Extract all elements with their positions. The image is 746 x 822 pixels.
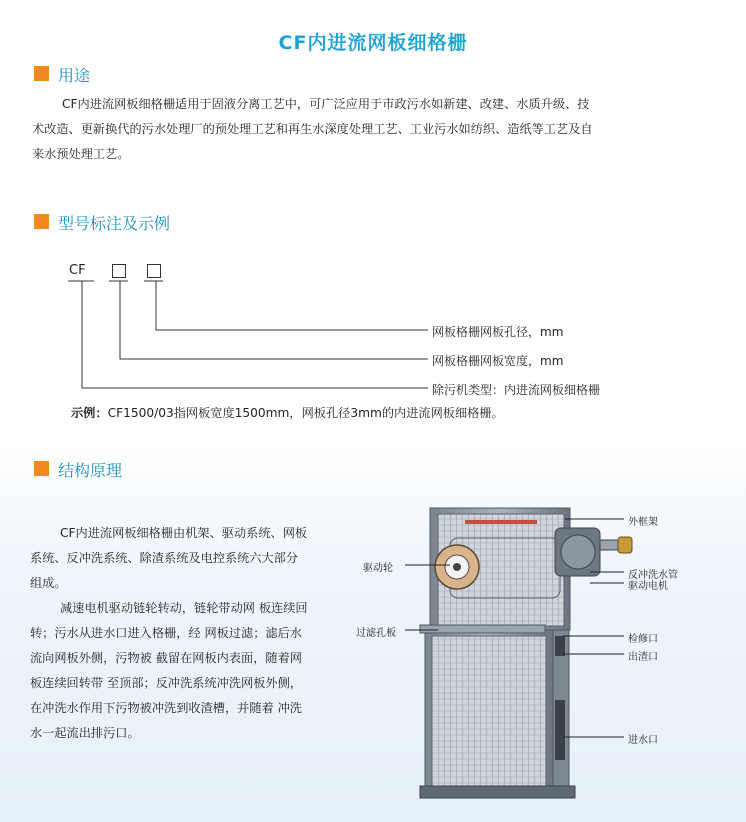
structure-paragraph — [30, 521, 365, 746]
section-marker-icon — [34, 66, 49, 81]
structure-line: 转；污水从进水口进入格栅，经 网板过滤；滤后水 — [30, 626, 302, 640]
callout-backwash-pipe: 反冲洗水管 — [628, 570, 678, 581]
usage-line: 来水预处理工艺。 — [32, 147, 130, 161]
model-example — [71, 404, 504, 421]
structure-line: 系统、反冲洗系统、除渣系统及电控系统六大部分 — [30, 551, 299, 565]
callout-filter-plate: 过滤孔板 — [356, 628, 396, 639]
example-prefix: 示例： — [71, 406, 108, 420]
callout-sprocket: 驱动轮 — [363, 563, 393, 574]
section-marker-icon — [34, 214, 49, 229]
section-heading-label: 用途 — [58, 66, 91, 85]
example-text: CF1500/03指网板宽度1500mm，网板孔径3mm的内进流网板细格栅。 — [107, 406, 504, 420]
section-heading-label: 结构原理 — [58, 461, 123, 480]
usage-line: CF内进流网板细格栅适用于固液分离工艺中，可广泛应用于市政污水如新建、改建、水质升级、技 — [62, 97, 590, 111]
section-heading-label: 型号标注及示例 — [58, 214, 171, 233]
model-label-width: 网板格栅网板宽度，mm — [432, 354, 564, 368]
callout-inlet: 进水口 — [628, 735, 658, 746]
section-marker-icon — [34, 461, 49, 476]
callout-slag-outlet: 出渣口 — [628, 652, 658, 663]
model-code: CF — [69, 263, 86, 278]
callout-frame: 外框架 — [628, 517, 658, 528]
usage-paragraph — [32, 92, 682, 167]
callout-motor: 驱动电机 — [628, 581, 668, 592]
page-title: CF内进流网板细格栅 — [278, 32, 468, 54]
model-label-type: 除污机类型：内进流网板细格栅 — [432, 383, 601, 397]
structure-line: 减速电机驱动链轮转动，链轮带动网 板连续回 — [60, 601, 308, 615]
callout-inspection: 检修口 — [628, 634, 658, 645]
structure-line: 流向网板外侧，污物被 截留在网板内表面，随着网 — [30, 651, 302, 665]
structure-line: CF内进流网板细格栅由机架、驱动系统、网板 — [60, 526, 308, 540]
structure-line: 组成。 — [30, 576, 67, 590]
structure-line: 板连续回转带 至顶部；反冲洗系统冲洗网板外侧， — [30, 676, 302, 690]
structure-line: 在冲洗水作用下污物被冲洗到收渣槽，并随着 冲洗 — [30, 701, 302, 715]
usage-line: 术改造、更新换代的污水处理厂的预处理工艺和再生水深度处理工艺、工业污水如纺织、造纸等工艺及自 — [32, 122, 593, 136]
model-label-aperture: 网板格栅网板孔径，mm — [432, 325, 564, 339]
structure-line: 水一起流出排污口。 — [30, 726, 140, 740]
model-placeholder-box — [147, 264, 161, 278]
model-placeholder-box — [112, 264, 126, 278]
